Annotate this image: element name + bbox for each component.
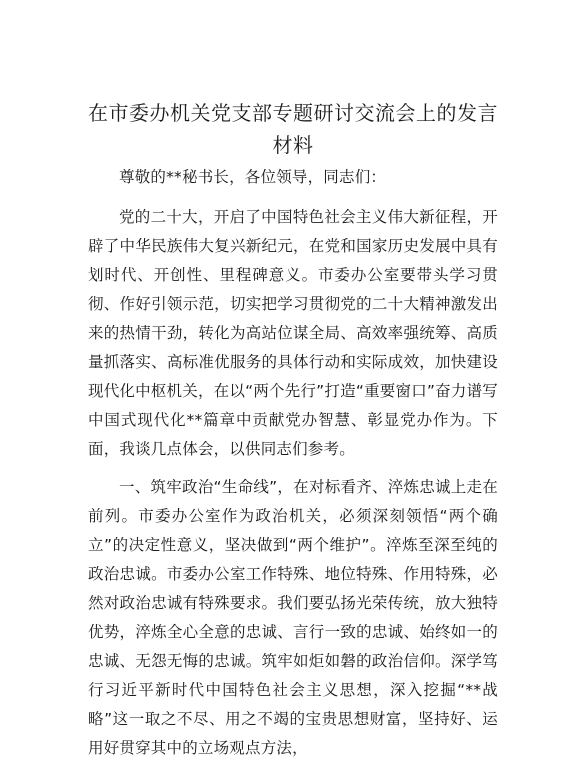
document-title: 在市委办机关党支部专题研讨交流会上的发言材料 [88, 101, 498, 157]
paragraph-section-one: 一、筑牢政治“生命线”，在对标看齐、淬炼忠诚上走在前列。市委办公室作为政治机关，必须深刻领悟“两个确立”的决定性意义，坚决做到“两个维护”。淬炼至深至纯的政治忠诚。市委办公室工作特殊、地位特殊、作用特殊，必然对政治忠诚有特殊要求。我们要弘扬光荣传统，放大独特优势，淬炼全心全意的忠诚、言行一致的忠诚、始终如一的忠诚、无怨无悔的忠诚。筑牢如炬如磐的政治信仰。深学笃行习近平新时代中国特色社会主义思想，深入挖掘“**战略”这一取之不尽、用之不竭的宝贵思想财富，坚持好、运用好贯穿其中的立场观点方法， [88, 478, 498, 757]
paragraph-intro: 党的二十大，开启了中国特色社会主义伟大新征程，开辟了中华民族伟大复兴新纪元，在党和国家历史发展中具有划时代、开创性、里程碑意义。市委办公室要带头学习贯彻、作好引领示范，切实把学习贯彻党的二十大精神激发出来的热情干劲，转化为高站位谋全局、高效率强统筹、高质量抓落实、高标准优服务的具体行动和实际成效，加快建设现代化中枢机关，在以“两个先行”打造“重要窗口”奋力谱写中国式现代化**篇章中贡献党办智慧、彰显党办作为。下面，我谈几点体会，以供同志们参考。 [88, 208, 498, 458]
salutation: 尊敬的**秘书长，各位领导，同志们： [119, 168, 387, 186]
document-body [88, 163, 498, 772]
